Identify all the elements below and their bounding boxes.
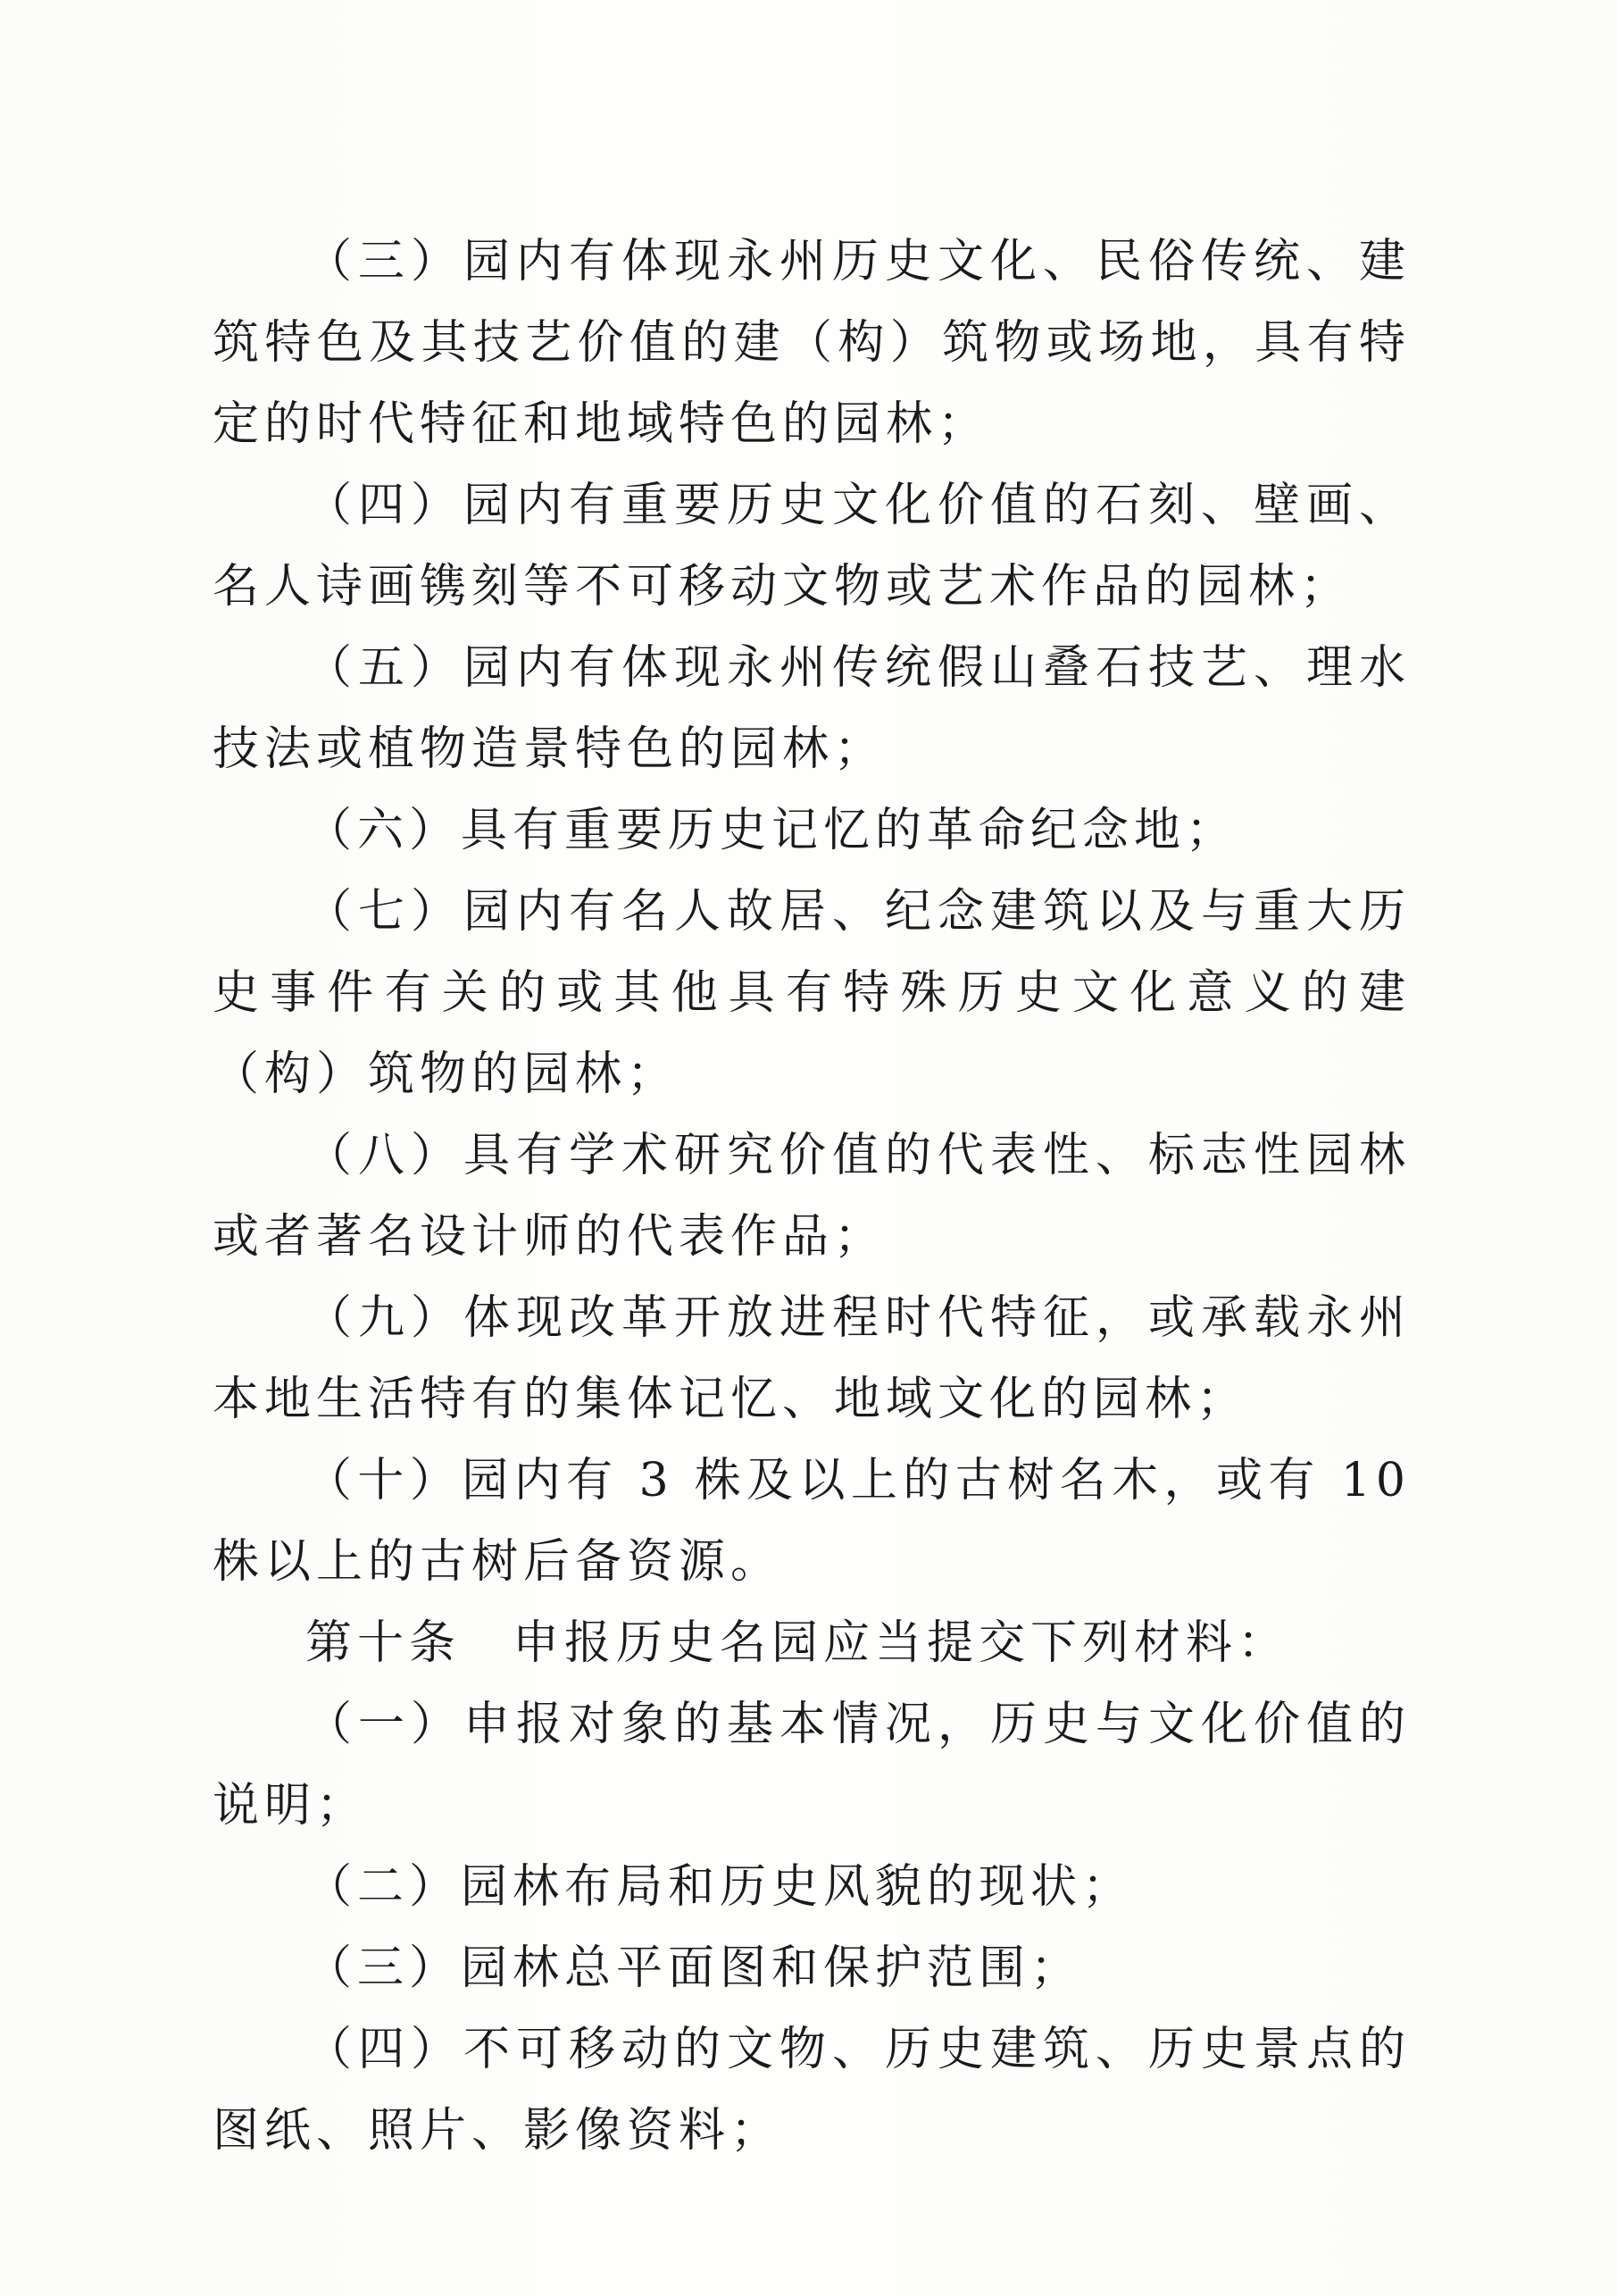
paragraph-item-10: （十）园内有 3 株及以上的古树名木，或有 10 株以上的古树后备资源。 bbox=[213, 1454, 1411, 1589]
paragraph-item-7: （七）园内有名人故居、纪念建筑以及与重大历史事件有关的或其他具有特殊历史文化意义的建（构）筑物的园林； bbox=[213, 885, 1411, 1101]
document-body bbox=[213, 221, 1411, 2172]
paragraph-item-3: （三）园内有体现永州历史文化、民俗传统、建筑特色及其技艺价值的建（构）筑物或场地，具有特定的时代特征和地域特色的园林； bbox=[213, 235, 1411, 451]
paragraph-item-4: （四）园内有重要历史文化价值的石刻、壁画、名人诗画镌刻等不可移动文物或艺术作品的园林； bbox=[213, 479, 1411, 614]
paragraph-item-5: （五）园内有体现永州传统假山叠石技艺、理水技法或植物造景特色的园林； bbox=[213, 641, 1411, 776]
article-10-heading: 第十条 申报历史名园应当提交下列材料： bbox=[305, 1616, 1290, 1670]
material-item-1: （一）申报对象的基本情况，历史与文化价值的说明； bbox=[213, 1698, 1411, 1833]
paragraph-item-6: （六）具有重要历史记忆的革命纪念地； bbox=[305, 804, 1238, 857]
material-item-3: （三）园林总平面图和保护范围； bbox=[305, 1941, 1083, 1995]
paragraph-item-9: （九）体现改革开放进程时代特征，或承载永州本地生活特有的集体记忆、地域文化的园林； bbox=[213, 1291, 1411, 1426]
paragraph-item-8: （八）具有学术研究价值的代表性、标志性园林或者著名设计师的代表作品； bbox=[213, 1129, 1411, 1264]
material-item-2: （二）园林布局和历史风貌的现状； bbox=[305, 1860, 1135, 1914]
material-item-4: （四）不可移动的文物、历史建筑、历史景点的图纸、照片、影像资料； bbox=[213, 2023, 1411, 2158]
